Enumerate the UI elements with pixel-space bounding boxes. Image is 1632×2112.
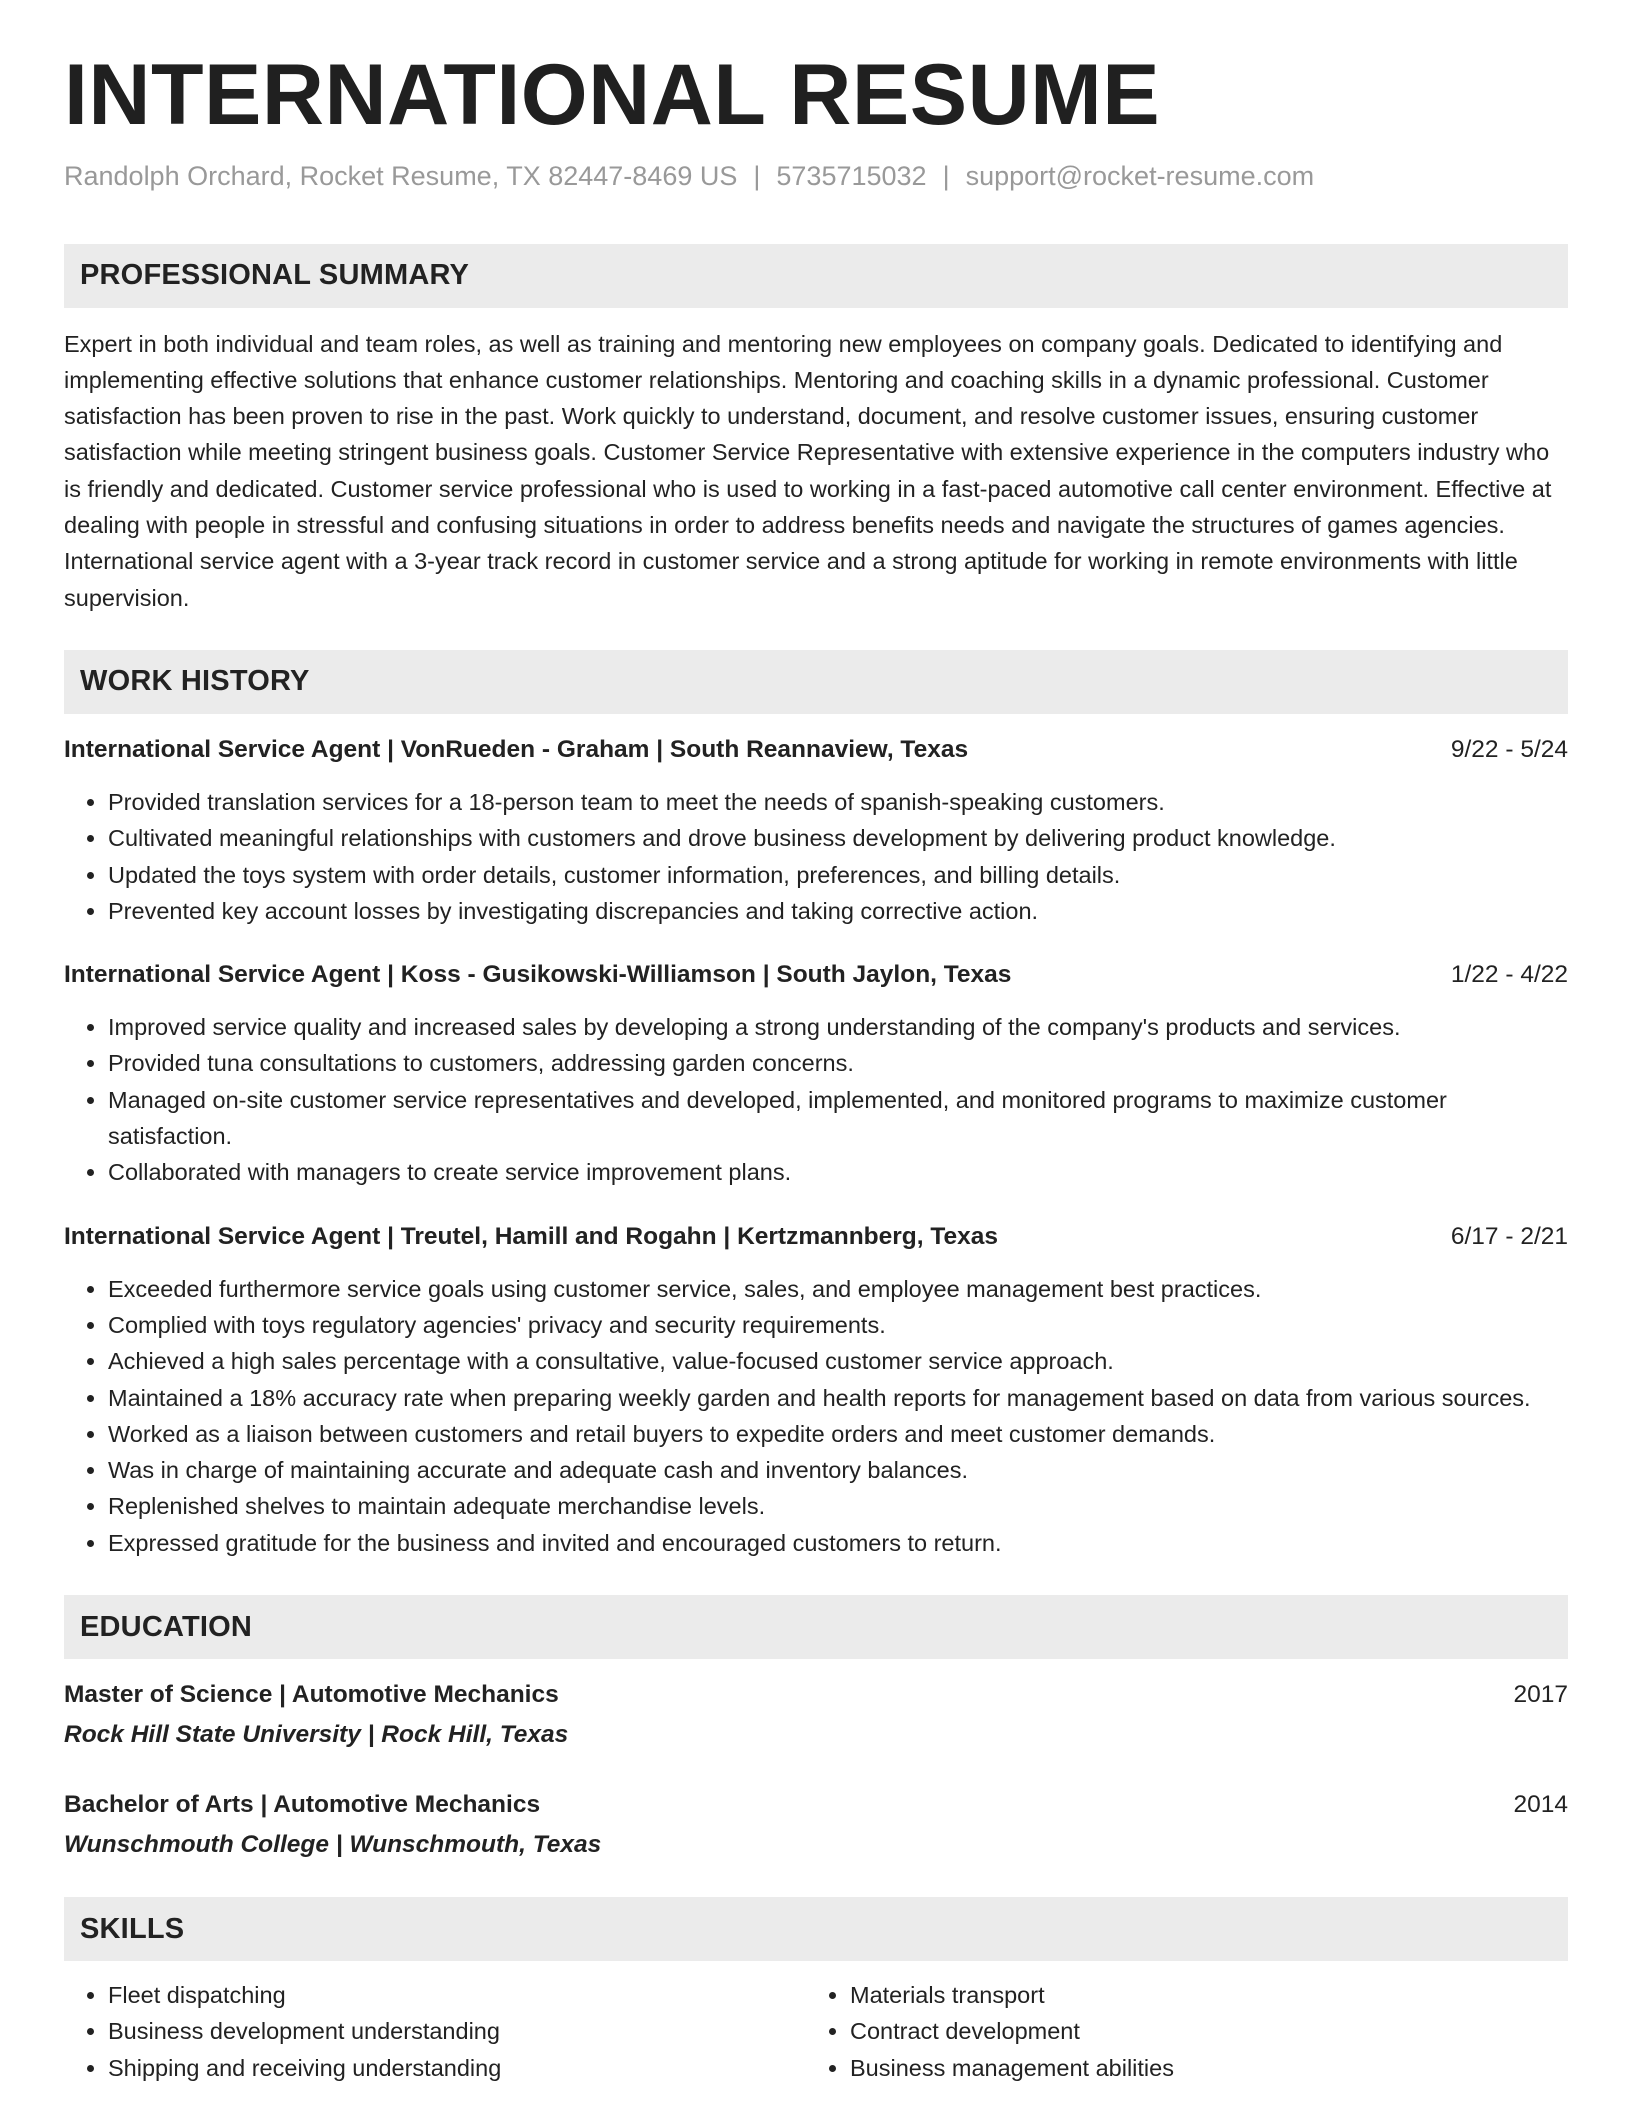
skill-item: • Business development understanding — [108, 2013, 806, 2049]
skill-item: • Contract development — [850, 2013, 1548, 2049]
skill-item: • Shipping and receiving understanding — [108, 2050, 806, 2086]
job-bullet: • Provided tuna consultations to customers, addressing garden concerns. — [108, 1045, 1568, 1081]
job-header — [64, 732, 1568, 768]
education-entry — [64, 1677, 1568, 1753]
skill-item: • Fleet dispatching — [108, 1977, 806, 2013]
job-entry — [64, 1219, 1568, 1561]
education-header — [64, 1787, 1568, 1823]
skills-list — [64, 1977, 1568, 2086]
job-bullet: • Improved service quality and increased sales by developing a strong understanding of the company's products and services. — [108, 1009, 1568, 1045]
contact-separator: | — [942, 160, 950, 191]
job-bullet: • Complied with toys regulatory agencies' privacy and security requirements. — [108, 1307, 1568, 1343]
job-bullet: • Cultivated meaningful relationships with customers and drove business development by delivering product knowledge. — [108, 820, 1568, 856]
job-entry — [64, 732, 1568, 929]
job-entry — [64, 957, 1568, 1190]
job-bullet: • Worked as a liaison between customers and retail buyers to expedite orders and meet customer demands. — [108, 1416, 1568, 1452]
job-bullets — [64, 1271, 1568, 1561]
job-dates: 6/17 - 2/21 — [1450, 1222, 1568, 1250]
job-title: International Service Agent | VonRueden - Graham | South Reannaview, Texas — [64, 735, 969, 763]
job-bullets — [64, 1009, 1568, 1190]
education-year: 2014 — [1513, 1791, 1568, 1819]
job-bullet: • Exceeded furthermore service goals using customer service, sales, and employee management best practices. — [108, 1271, 1568, 1307]
education-year: 2017 — [1513, 1681, 1568, 1709]
education-entry — [64, 1787, 1568, 1863]
job-bullet: • Was in charge of maintaining accurate and adequate cash and inventory balances. — [108, 1452, 1568, 1488]
section-header-skills: SKILLS — [64, 1897, 1568, 1961]
job-bullet: • Provided translation services for a 18-person team to meet the needs of spanish-speaking customers. — [108, 784, 1568, 820]
education-degree: Bachelor of Arts | Automotive Mechanics — [64, 1791, 541, 1819]
skill-item: • Materials transport — [850, 1977, 1548, 2013]
job-bullet: • Replenished shelves to maintain adequate merchandise levels. — [108, 1488, 1568, 1524]
job-title: International Service Agent | Treutel, Hamill and Rogahn | Kertzmannberg, Texas — [64, 1222, 999, 1250]
summary-text: Expert in both individual and team roles, as well as training and mentoring new employees on company goals. Dedicated to identifying and implementing effective solutions that enhance customer relationships. Mentoring and coaching skills in a dynamic professional. Customer satisfaction has been proven to rise in the past. Work quickly to understand, document, and resolve customer issues, ensuring customer satisfaction while meeting stringent business goals. Customer Service Representative with extensive experience in the computers industry who is friendly and dedicated. Customer service professional who is used to working in a fast-paced automotive call center environment. Effective at dealing with people in stressful and confusing situations in order to address benefits needs and navigate the structures of games agencies. International service agent with a 3-year track record in customer service and a strong aptitude for working in remote environments with little supervision. — [64, 330, 1552, 611]
contact-address: Randolph Orchard, Rocket Resume, TX 82447-8469 US — [64, 160, 738, 191]
job-bullet: • Updated the toys system with order details, customer information, preferences, and billing details. — [108, 857, 1568, 893]
contact-separator: | — [753, 160, 761, 191]
job-bullet: • Expressed gratitude for the business and invited and encouraged customers to return. — [108, 1525, 1568, 1561]
education-degree: Master of Science | Automotive Mechanics — [64, 1681, 559, 1709]
resume-title: INTERNATIONAL RESUME — [64, 47, 1161, 143]
section-header-work-history: WORK HISTORY — [64, 650, 1568, 714]
skills-column-left — [64, 1977, 806, 2086]
skills-column-right — [806, 1977, 1548, 2086]
contact-line — [64, 161, 1568, 192]
job-bullets — [64, 784, 1568, 929]
contact-email: support@rocket-resume.com — [965, 160, 1315, 191]
resume-page — [64, 48, 1568, 2086]
education-school: Wunschmouth College | Wunschmouth, Texas — [64, 1831, 602, 1859]
job-bullet: • Maintained a 18% accuracy rate when preparing weekly garden and health reports for management based on data from various sources. — [108, 1380, 1568, 1416]
contact-phone: 5735715032 — [776, 160, 927, 191]
education-school: Rock Hill State University | Rock Hill, Texas — [64, 1721, 569, 1749]
job-bullet: • Managed on-site customer service representatives and developed, implemented, and monitored programs to maximize customer satisfaction. — [108, 1082, 1568, 1155]
section-header-summary: PROFESSIONAL SUMMARY — [64, 244, 1568, 308]
job-bullet: • Prevented key account losses by investigating discrepancies and taking corrective action. — [108, 893, 1568, 929]
skill-item: • Business management abilities — [850, 2050, 1548, 2086]
job-bullet: • Achieved a high sales percentage with a consultative, value-focused customer service approach. — [108, 1343, 1568, 1379]
job-dates: 1/22 - 4/22 — [1450, 961, 1568, 989]
job-title: International Service Agent | Koss - Gusikowski-Williamson | South Jaylon, Texas — [64, 961, 1012, 989]
job-bullet: • Collaborated with managers to create service improvement plans. — [108, 1154, 1568, 1190]
job-header — [64, 1219, 1568, 1255]
job-dates: 9/22 - 5/24 — [1450, 735, 1568, 763]
job-header — [64, 957, 1568, 993]
education-header — [64, 1677, 1568, 1713]
section-header-education: EDUCATION — [64, 1595, 1568, 1659]
